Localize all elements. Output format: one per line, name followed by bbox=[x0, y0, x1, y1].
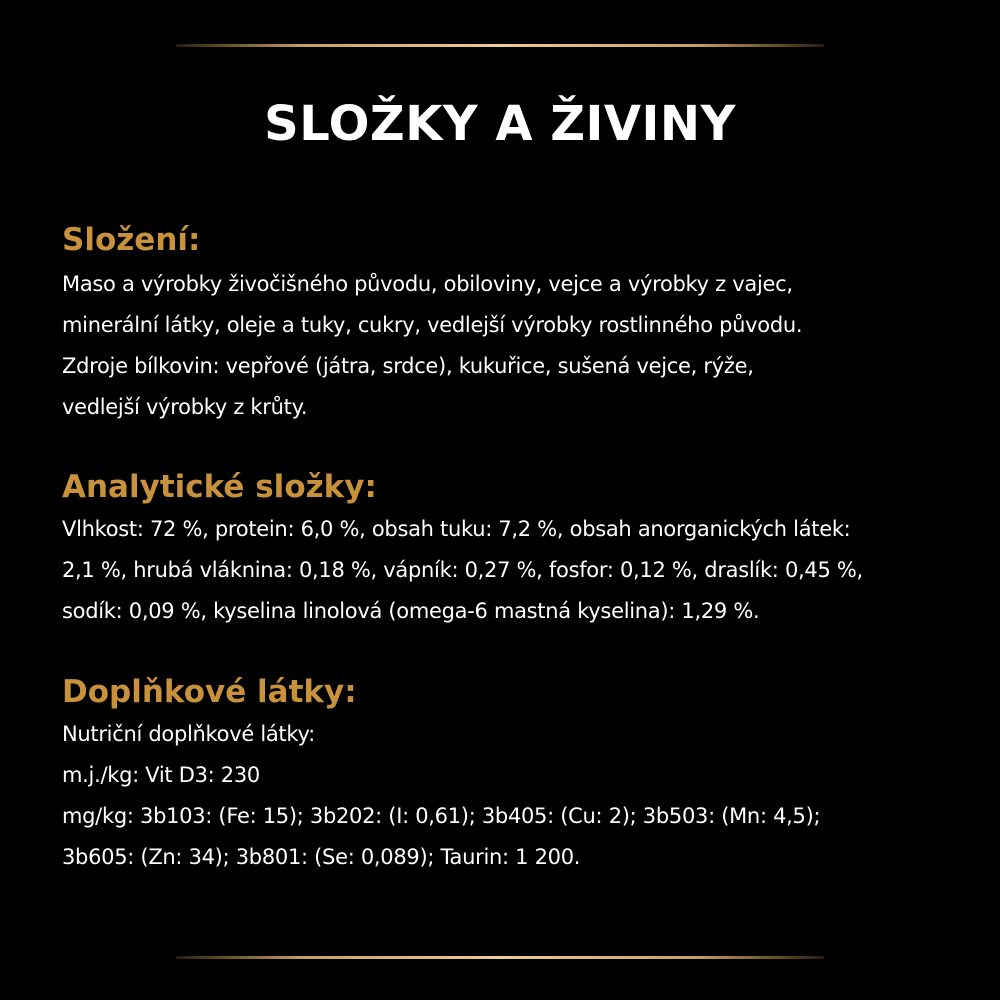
additives-section bbox=[62, 670, 962, 878]
composition-line: Maso a výrobky živočišného původu, obiloviny, vejce a výrobky z vajec, bbox=[62, 272, 793, 296]
bottom-gold-divider bbox=[176, 956, 824, 959]
analytical-section bbox=[62, 465, 962, 632]
composition-heading: Složení: bbox=[62, 222, 201, 258]
composition-text bbox=[62, 264, 962, 428]
composition-line: minerální látky, oleje a tuky, cukry, vedlejší výrobky rostlinného původu. bbox=[62, 313, 803, 337]
additives-line: m.j./kg: Vit D3: 230 bbox=[62, 763, 260, 787]
analytical-text bbox=[62, 509, 962, 632]
top-gold-divider bbox=[176, 44, 824, 47]
page-title: SLOŽKY A ŽIVINY bbox=[264, 96, 736, 152]
composition-line: Zdroje bílkovin: vepřové (játra, srdce), kukuřice, sušená vejce, rýže, bbox=[62, 354, 754, 378]
additives-line: Nutriční doplňkové látky: bbox=[62, 722, 315, 746]
additives-text bbox=[62, 714, 962, 878]
additives-line: 3b605: (Zn: 34); 3b801: (Se: 0,089); Taurin: 1 200. bbox=[62, 845, 581, 869]
analytical-line: Vlhkost: 72 %, protein: 6,0 %, obsah tuku: 7,2 %, obsah anorganických látek: bbox=[62, 517, 851, 541]
composition-line: vedlejší výrobky z krůty. bbox=[62, 395, 308, 419]
analytical-line: 2,1 %, hrubá vláknina: 0,18 %, vápník: 0,27 %, fosfor: 0,12 %, draslík: 0,45 %, bbox=[62, 558, 863, 582]
composition-section bbox=[62, 218, 962, 428]
additives-heading: Doplňkové látky: bbox=[62, 674, 357, 710]
analytical-line: sodík: 0,09 %, kyselina linolová (omega-6 mastná kyselina): 1,29 %. bbox=[62, 599, 760, 623]
analytical-heading: Analytické složky: bbox=[62, 469, 377, 505]
additives-line: mg/kg: 3b103: (Fe: 15); 3b202: (I: 0,61); 3b405: (Cu: 2); 3b503: (Mn: 4,5); bbox=[62, 804, 821, 828]
